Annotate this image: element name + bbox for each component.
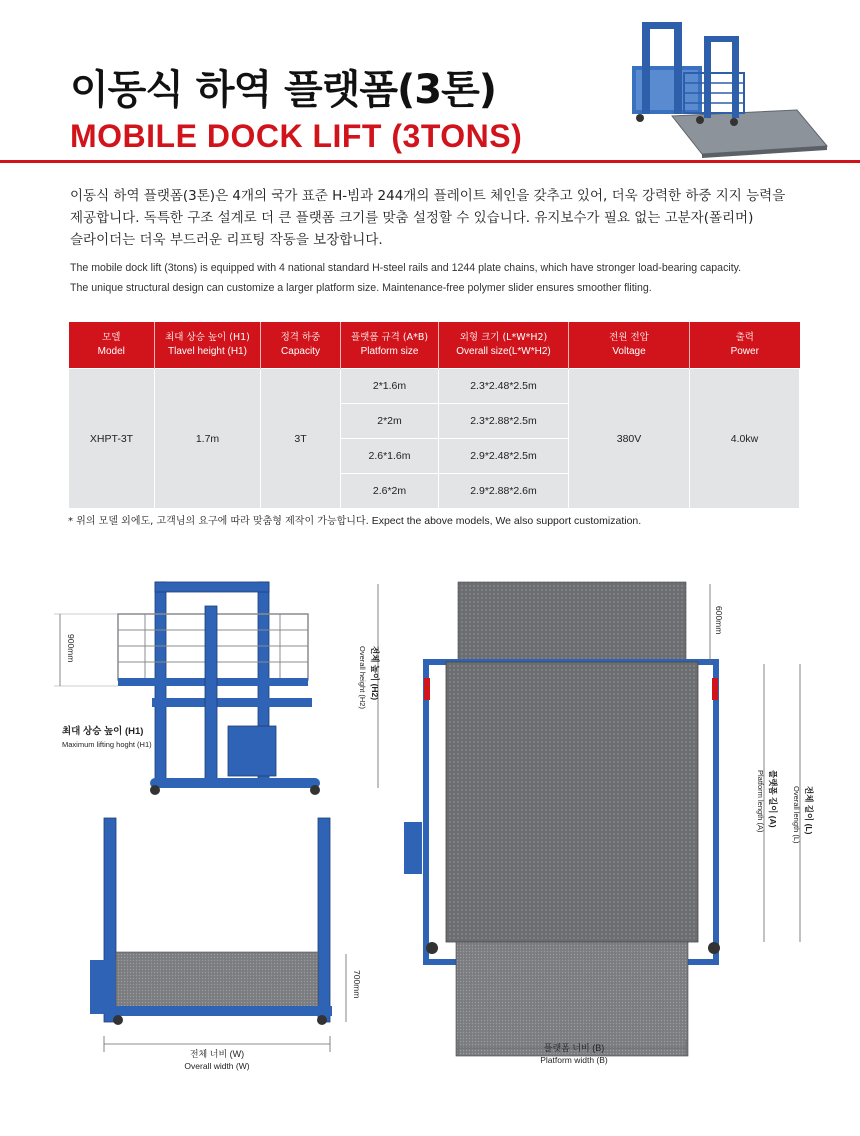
dim-overall-length-en: Overall length (L) [792,786,801,844]
dim-platform-length-ko: 플랫폼 길이 (A) [768,770,778,828]
customization-note [68,512,641,527]
header-voltage: 전원 전압 Voltage [569,322,690,369]
product-photo [622,18,832,158]
page-title-korean: 이동식 하역 플랫폼(3톤) [70,67,497,113]
cell-platform-size: 2.6*2m [341,474,439,509]
front-view-drawing [90,818,362,1071]
dim-overall-height-en: Overall height (H2) [358,646,367,709]
note-english: Expect the above models, We also support customization. [371,515,642,527]
description-en-line: The mobile dock lift (3tons) is equipped with 4 national standard H-steel rails and 1244 plate chains, which have stronger load-bearing capacity. [70,262,742,274]
table-row [69,369,800,404]
note-korean: * 위의 모델 외에도, 고객님의 요구에 따라 맞춤형 제작이 가능합니다. [68,516,369,527]
cell-capacity: 3T [261,369,341,509]
dim-overall-width-en: Overall width (W) [184,1061,250,1071]
dim-overall-width-ko: 전체 너비 (W) [189,1049,245,1059]
header-travel-height: 최대 상승 높이 (H1) Tlavel height (H1) [155,322,261,369]
cell-overall-size: 2.3*2.48*2.5m [439,369,569,404]
description-ko-line: 이동식 하역 플랫폼(3톤)은 4개의 국가 표준 H-빔과 244개의 플레이트 체인을 갖추고 있어, 더욱 강력한 하중 지지 능력을 [70,188,786,204]
header-power: 출력 Power [690,322,800,369]
cell-power: 4.0kw [690,369,800,509]
header-overall-size: 외형 크기 (L*W*H2) Overall size(L*W*H2) [439,322,569,369]
header-capacity: 정격 하중 Capacity [261,322,341,369]
cell-overall-size: 2.3*2.88*2.5m [439,404,569,439]
spec-table [68,322,800,509]
dim-max-lift-en: Maximum lifting hoght (H1) [62,740,152,749]
dim-overall-length-ko: 전체 길이 (L) [804,786,814,835]
dim-front-700: 700mm [352,970,362,999]
description-korean [70,185,810,251]
description-ko-line: 슬라이더는 더욱 부드러운 리프팅 작동을 보장합니다. [70,232,383,248]
description-ko-line: 제공합니다. 독특한 구조 설계로 더 큰 플랫폼 크기를 맞춤 설정할 수 있습니다. 유지보수가 필요 없는 고분자(폴리머) [70,210,754,226]
dim-side-900: 900mm [66,634,76,663]
dim-max-lift-ko: 최대 상승 높이 (H1) [62,726,144,737]
title-divider [0,160,860,163]
cell-platform-size: 2*2m [341,404,439,439]
dim-platform-width-en: Platform width (B) [540,1055,608,1065]
cell-platform-size: 2.6*1.6m [341,439,439,474]
side-view-drawing [54,582,380,795]
dim-overall-height-ko: 전체 높이 (H2) [370,646,380,701]
cell-overall-size: 2.9*2.88*2.6m [439,474,569,509]
technical-drawings [0,560,860,1136]
spec-table-header-row [69,322,800,369]
top-view-drawing [404,582,814,1065]
cell-travel-height: 1.7m [155,369,261,509]
description-english [70,258,820,298]
page-title-english: MOBILE DOCK LIFT (3TONS) [70,118,523,154]
description-en-line: The unique structural design can customize a larger platform size. Maintenance-free polymer slider ensures smoother fliting. [70,282,652,294]
cell-platform-size: 2*1.6m [341,369,439,404]
cell-model: XHPT-3T [69,369,155,509]
header-model: 모델 Model [69,322,155,369]
cell-voltage: 380V [569,369,690,509]
dim-top-600: 600mm [714,606,724,635]
header-platform-size: 플랫폼 규격 (A*B) Platform size [341,322,439,369]
dim-platform-length-en: Platform length (A) [756,770,765,833]
dim-platform-width-ko: 플랫폼 너비 (B) [543,1043,605,1053]
cell-overall-size: 2.9*2.48*2.5m [439,439,569,474]
